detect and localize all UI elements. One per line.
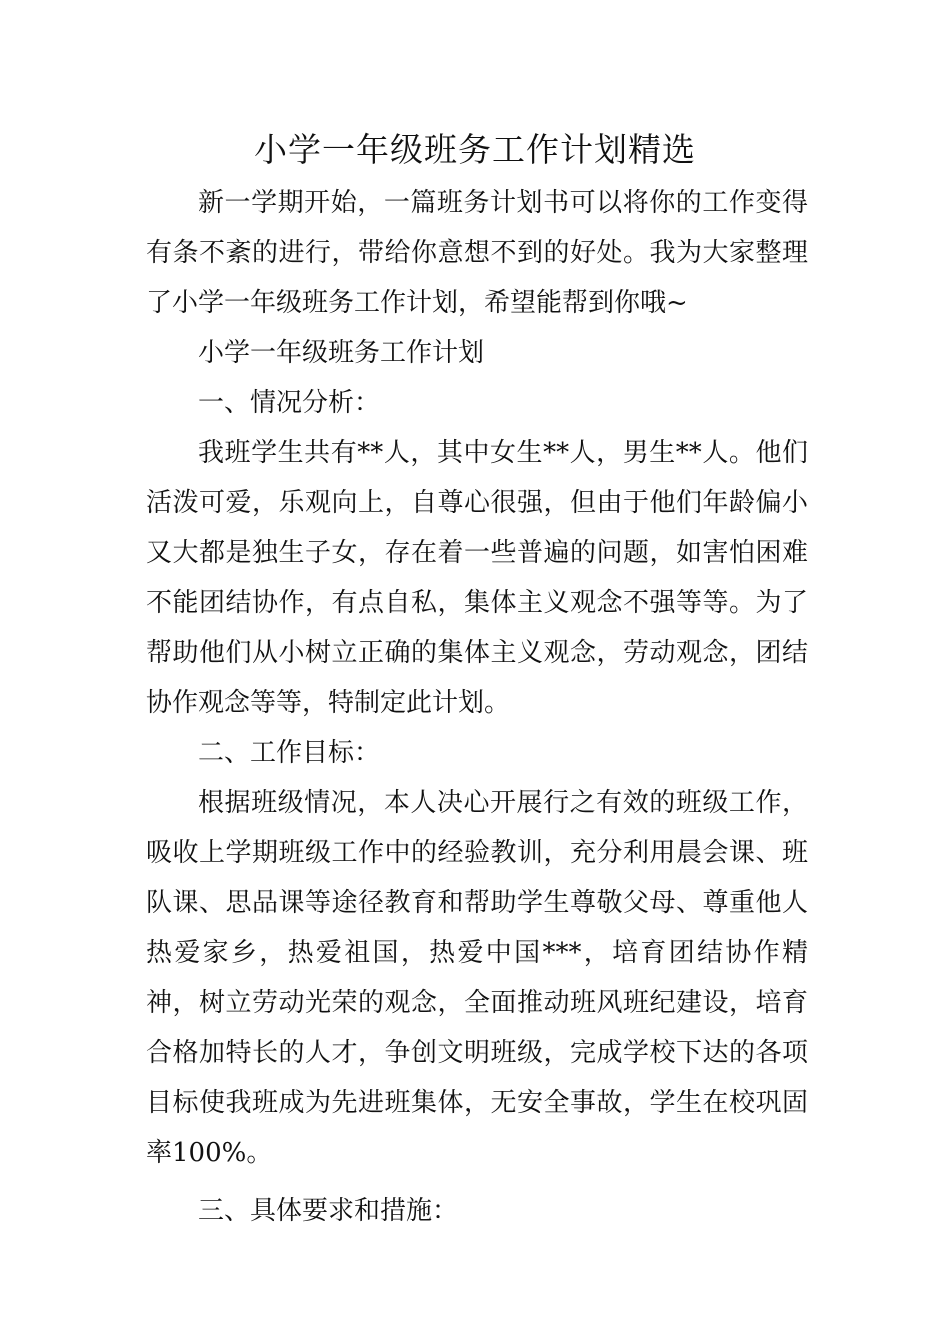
- section-heading-situation: 一、情况分析：: [198, 388, 381, 418]
- goals-paragraph: 根据班级情况，本人决心开展行之有效的班级工作，吸收上学期班级工作中的经验教训，充分利用晨会课、班队课、思品课等途径教育和帮助学生尊敬父母、尊重他人热爱家乡，热爱祖国，热爱中国***，培育团结协作精神，树立劳动光荣的观念，全面推动班风班纪建设，培育合格加特长的人才，争创文明班级，完成学校下达的各项目标使我班成为先进班集体，无安全事故，学生在校巩固率100%。: [146, 788, 808, 1168]
- document-body: [146, 178, 808, 1236]
- situation-paragraph: 我班学生共有**人，其中女生**人，男生**人。他们活泼可爱，乐观向上，自尊心很强，但由于他们年龄偏小又大都是独生子女，存在着一些普遍的问题，如害怕困难不能团结协作，有点自私，集体主义观念不强等等。为了帮助他们从小树立正确的集体主义观念，劳动观念，团结协作观念等等，特制定此计划。: [146, 438, 808, 718]
- section-heading-measures: 三、具体要求和措施：: [198, 1196, 459, 1226]
- section-heading-goals: 二、工作目标：: [198, 738, 381, 768]
- intro-paragraph: 新一学期开始，一篇班务计划书可以将你的工作变得有条不紊的进行，带给你意想不到的好处。我为大家整理了小学一年级班务工作计划，希望能帮到你哦~: [146, 188, 808, 318]
- document-title: 小学一年级班务工作计划精选: [254, 130, 696, 169]
- subtitle-line: 小学一年级班务工作计划: [198, 338, 485, 368]
